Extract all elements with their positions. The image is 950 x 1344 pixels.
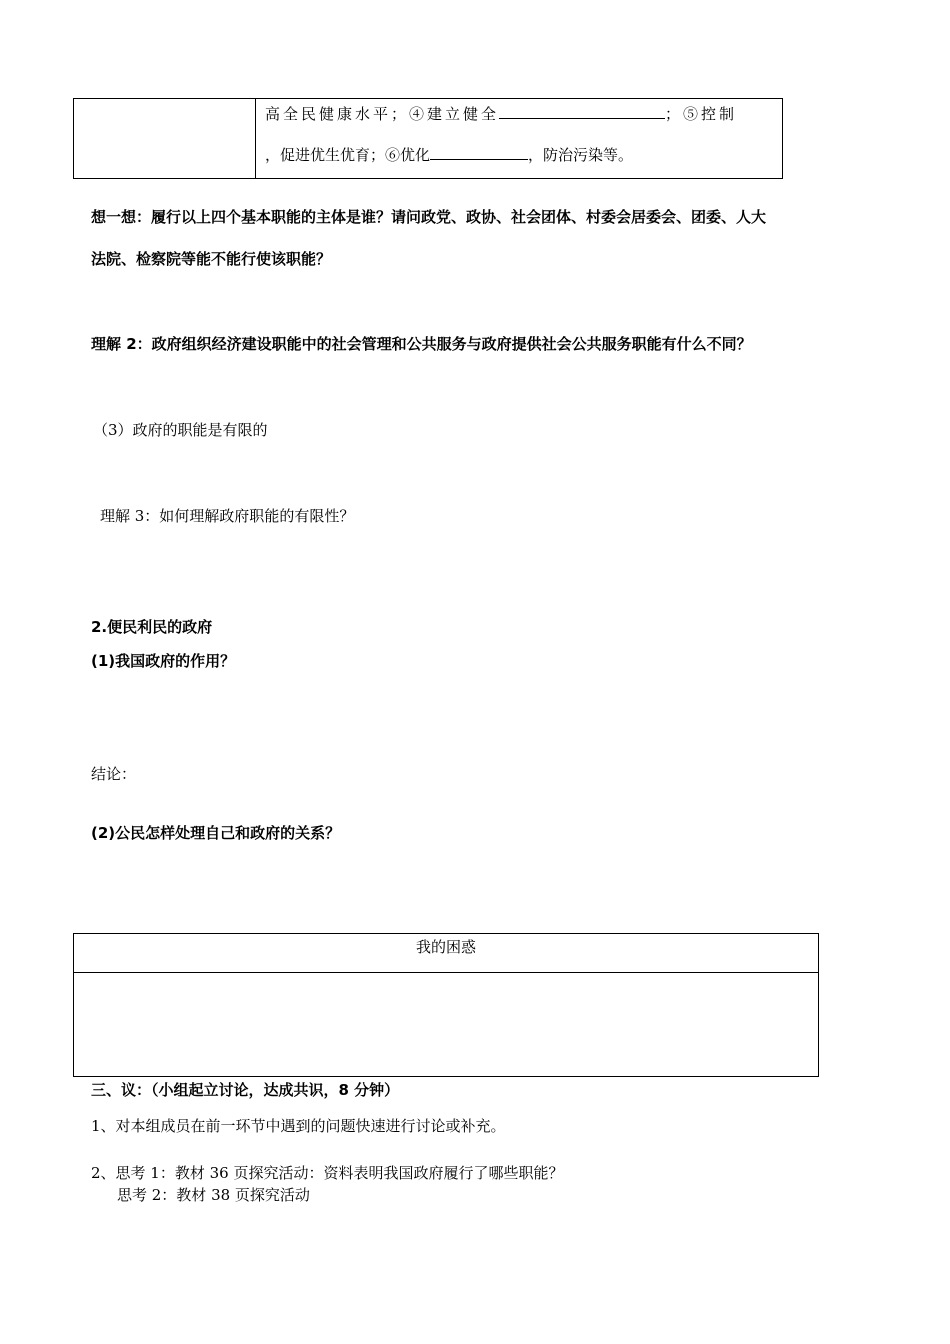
part-3-title: 三、议：（小组起立讨论，达成共识，8 分钟）	[91, 1081, 400, 1099]
section-2-title: 2.便民利民的政府	[91, 618, 213, 636]
think-question-line1: 想一想：履行以上四个基本职能的主体是谁？请问政党、政协、社会团体、村委会居委会、团委、人大	[91, 208, 767, 226]
discussion-item-1: 1、对本组成员在前一环节中遇到的问题快速进行讨论或补充。	[91, 1117, 506, 1135]
discussion-item-2b: 思考 2：教材 38 页探究活动	[117, 1186, 310, 1204]
line1-text-a: 高全民健康水平；④建立健全	[265, 105, 500, 123]
table-column-divider	[255, 99, 256, 178]
discussion-item-2: 2、思考 1：教材 36 页探究活动：资料表明我国政府履行了哪些职能？	[91, 1164, 564, 1182]
question-1: (1)我国政府的作用？	[91, 652, 236, 670]
confusion-table	[73, 933, 819, 1077]
top-table-fragment	[73, 98, 783, 179]
fill-blank-1[interactable]	[499, 103, 665, 119]
fill-blank-2[interactable]	[430, 144, 528, 160]
conclusion-label: 结论：	[91, 765, 137, 783]
confusion-header: 我的困惑	[74, 934, 818, 973]
think-question-line2: 法院、检察院等能不能行使该职能？	[91, 250, 332, 268]
line2-text-b: ，防治污染等。	[528, 146, 634, 164]
question-2: (2)公民怎样处理自己和政府的关系？	[91, 824, 341, 842]
table-text-line1	[265, 103, 737, 124]
understand-3-question: 理解 3：如何理解政府职能的有限性？	[100, 507, 355, 525]
line2-text-a: ，促进优生优育；⑥优化	[265, 146, 431, 164]
table-text-line2	[265, 144, 633, 165]
understand-2-question: 理解 2：政府组织经济建设职能中的社会管理和公共服务与政府提供社会公共服务职能有什么不同？	[91, 335, 752, 353]
point-3-heading: （3）政府的职能是有限的	[93, 421, 268, 439]
line1-text-b: ；⑤控制	[665, 105, 738, 123]
